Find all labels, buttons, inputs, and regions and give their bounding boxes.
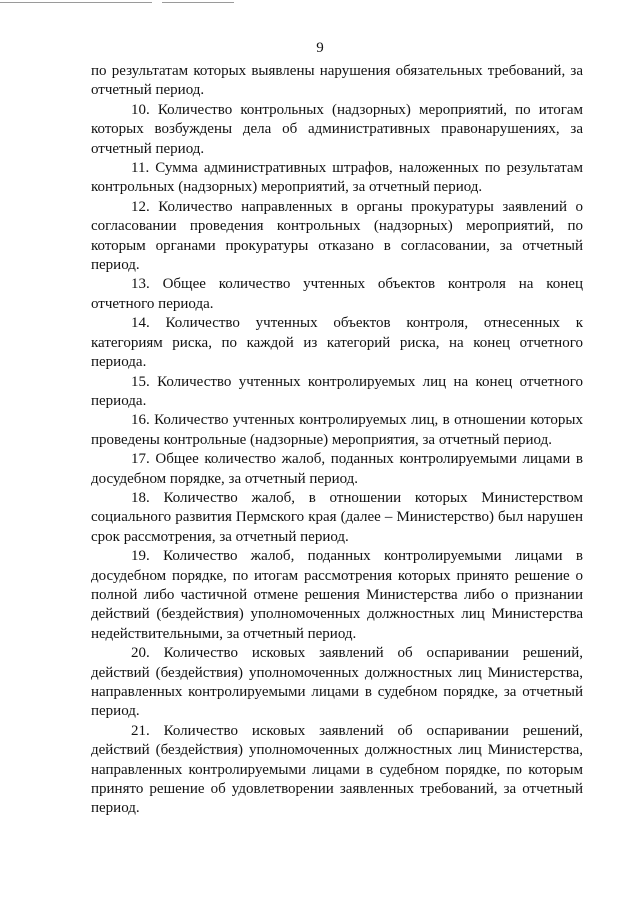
document-body — [91, 62, 583, 819]
top-edge-line — [162, 2, 234, 3]
paragraph-20: 20. Количество исковых заявлений об оспаривании решений, действий (бездействия) уполномоченных должностных лиц Министерства, направленных контролируемыми лицами в судебном порядке, за отчетный период. — [91, 645, 583, 720]
top-edge-line — [0, 2, 152, 3]
page-number: 9 — [316, 40, 324, 56]
paragraph-15: 15. Количество учтенных контролируемых лиц на конец отчетного периода. — [91, 373, 583, 409]
paragraph-continuation: по результатам которых выявлены нарушения обязательных требований, за отчетный период. — [91, 63, 583, 99]
paragraph-21: 21. Количество исковых заявлений об оспаривании решений, действий (бездействия) уполномоченных должностных лиц Министерства, направленных контролируемыми лицами в судебном порядке, по которым принято решение об удовлетворении заявленных требований, за отчетный период. — [91, 722, 583, 817]
paragraph-19: 19. Количество жалоб, поданных контролируемыми лицами в досудебном порядке, по итогам рассмотрения которых принято решение о полной либо частичной отмене решения Министерства либо о признании действий (бездействия) уполномоченных должностных лиц Министерства недействительными, за отчетный период. — [91, 548, 583, 642]
paragraph-14: 14. Количество учтенных объектов контроля, отнесенных к категориям риска, по каждой из категорий риска, на конец отчетного периода. — [91, 315, 583, 371]
paragraph-11: 11. Сумма административных штрафов, наложенных по результатам контрольных (надзорных) мероприятий, за отчетный период. — [91, 160, 583, 196]
paragraph-18: 18. Количество жалоб, в отношении которых Министерством социального развития Пермского края (далее – Министерство) был нарушен срок рассмотрения, за отчетный период. — [91, 489, 583, 545]
paragraph-10: 10. Количество контрольных (надзорных) мероприятий, по итогам которых возбуждены дела об административных правонарушениях, за отчетный период. — [91, 101, 583, 157]
paragraph-17: 17. Общее количество жалоб, поданных контролируемыми лицами в досудебном порядке, за отчетный период. — [91, 451, 583, 487]
paragraph-12: 12. Количество направленных в органы прокуратуры заявлений о согласовании проведения контрольных (надзорных) мероприятий, по которым органами прокуратуры отказано в согласовании, за отчетный период. — [91, 198, 583, 274]
paragraph-16: 16. Количество учтенных контролируемых лиц, в отношении которых проведены контрольные (надзорные) мероприятия, за отчетный период. — [91, 412, 583, 448]
paragraph-13: 13. Общее количество учтенных объектов контроля на конец отчетного периода. — [91, 276, 583, 312]
